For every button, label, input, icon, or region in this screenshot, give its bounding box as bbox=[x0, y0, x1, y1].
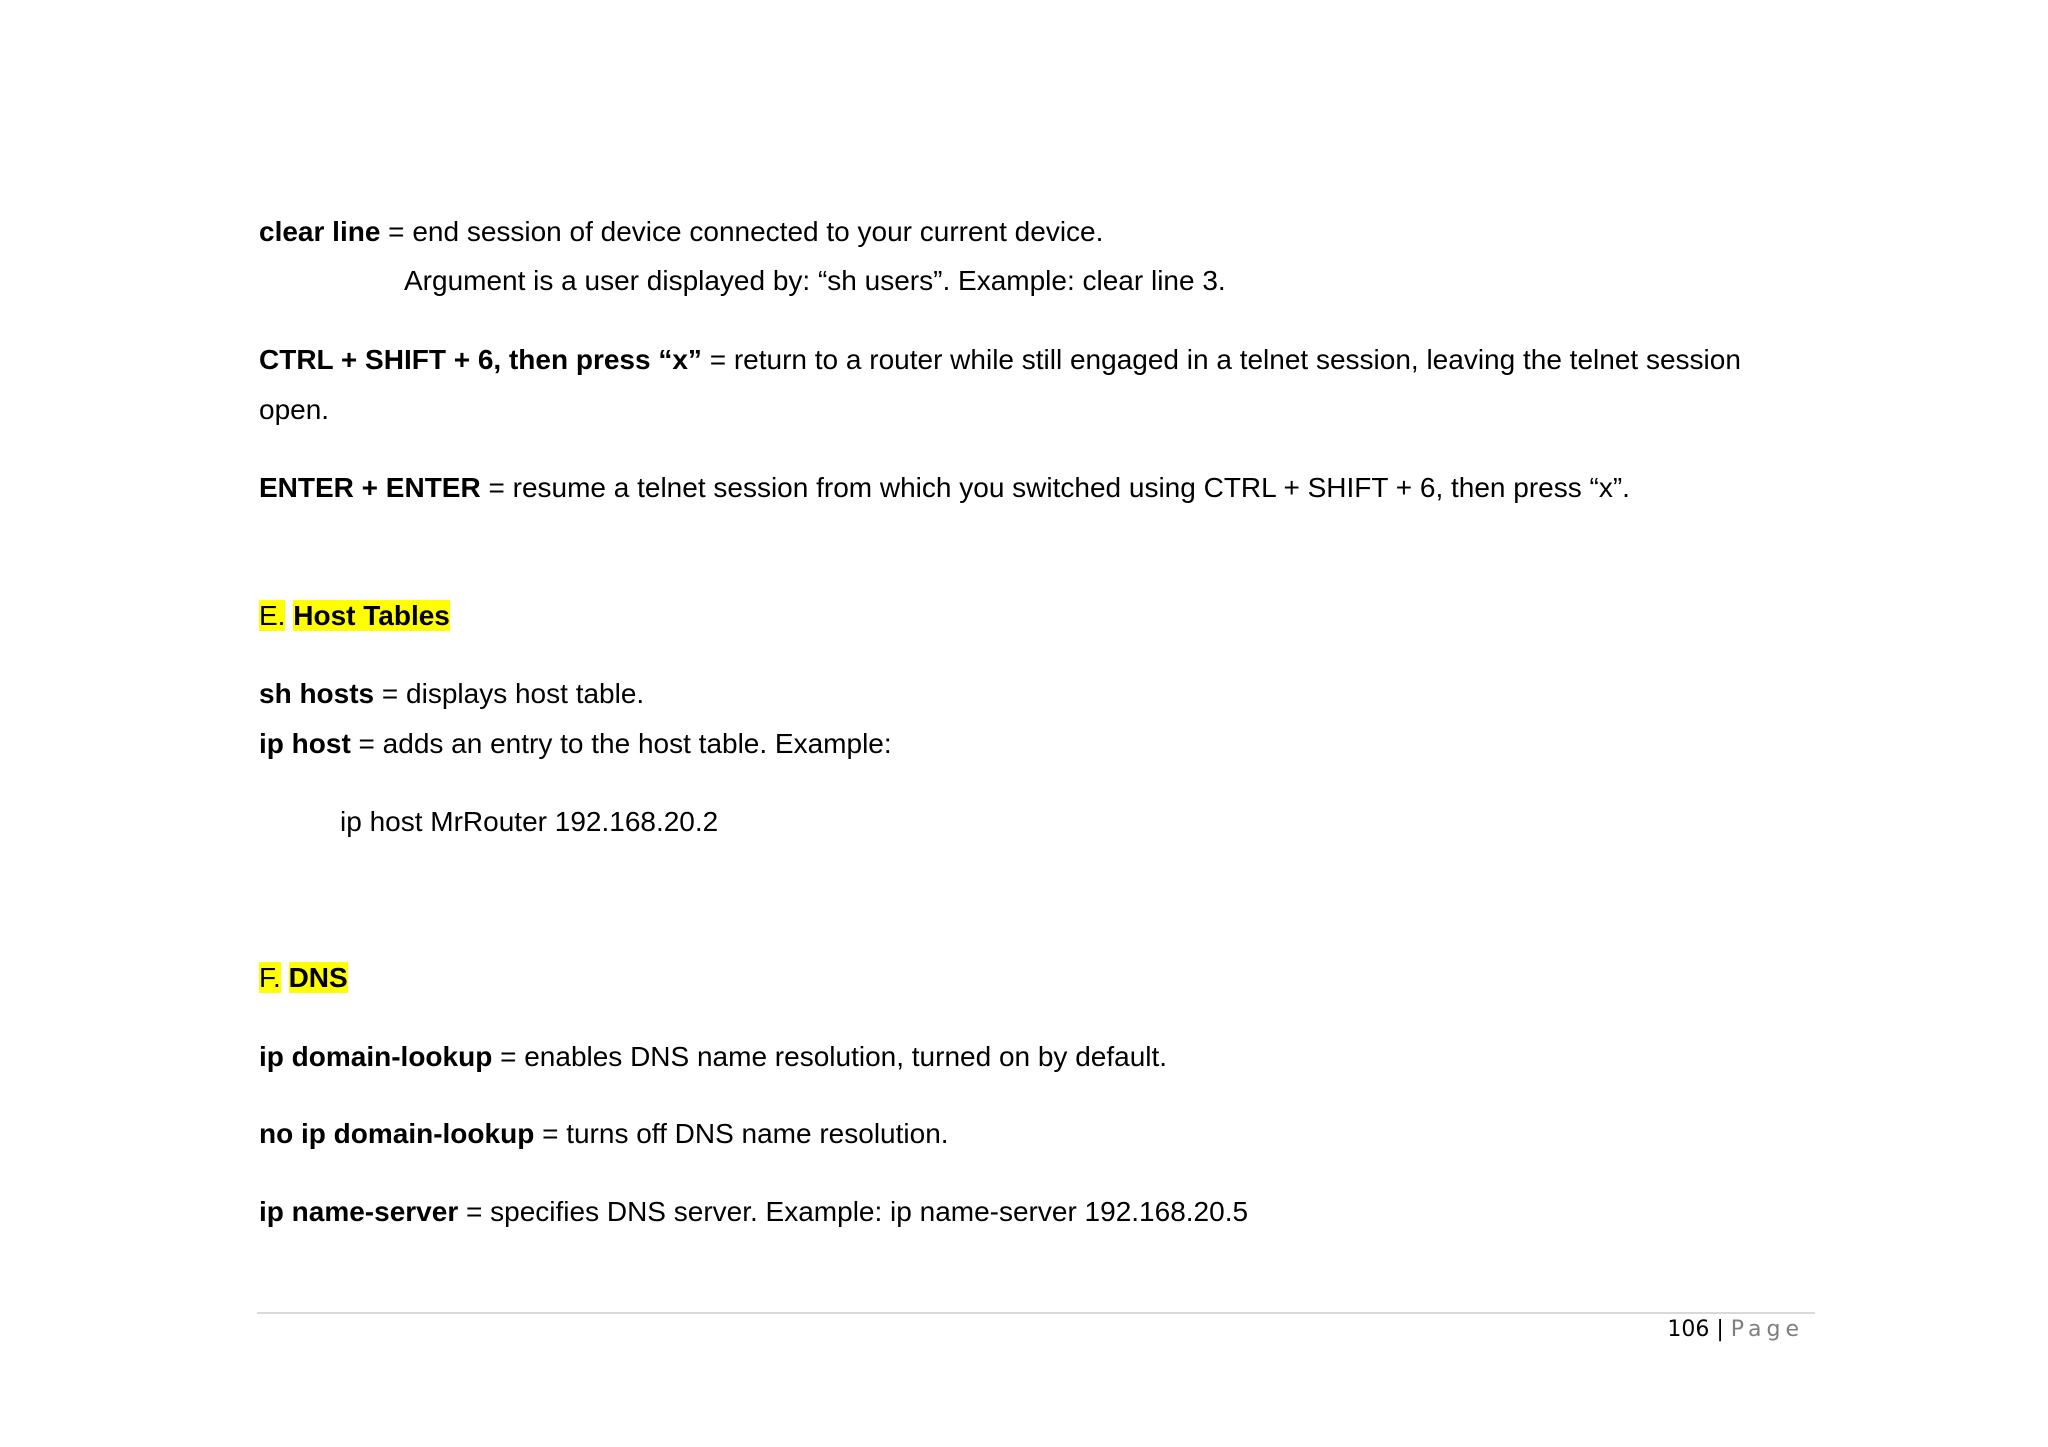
command-term: sh hosts bbox=[259, 678, 375, 709]
section-heading-host-tables bbox=[259, 599, 450, 633]
page-number: 106 bbox=[1667, 1317, 1710, 1342]
command-description: = turns off DNS name resolution. bbox=[534, 1118, 949, 1149]
command-term: ip name-server bbox=[259, 1196, 459, 1227]
command-term: clear line bbox=[259, 216, 381, 247]
clear-line-argument-note: Argument is a user displayed by: “sh users”. Example: clear line 3. bbox=[404, 265, 1226, 296]
section-title: Host Tables bbox=[293, 600, 450, 631]
ip-host-example: ip host MrRouter 192.168.20.2 bbox=[340, 806, 719, 837]
ip-host-entry bbox=[259, 727, 892, 761]
section-letter: F. bbox=[259, 962, 281, 993]
page-footer bbox=[1667, 1314, 1804, 1346]
ctrl-shift-6-continuation: open. bbox=[259, 394, 330, 425]
command-term: ip host bbox=[259, 728, 351, 759]
command-description: = enables DNS name resolution, turned on by default. bbox=[492, 1041, 1168, 1072]
footer-separator: | bbox=[1709, 1317, 1731, 1342]
command-term: no ip domain-lookup bbox=[259, 1118, 535, 1149]
command-term: ip domain-lookup bbox=[259, 1041, 493, 1072]
section-heading-dns bbox=[259, 961, 348, 995]
ctrl-shift-6-entry bbox=[259, 343, 1741, 377]
section-letter: E. bbox=[259, 600, 286, 631]
command-description: = displays host table. bbox=[374, 678, 645, 709]
sh-hosts-entry bbox=[259, 677, 644, 711]
command-term: ENTER + ENTER bbox=[259, 472, 481, 503]
command-description: = resume a telnet session from which you switched using CTRL + SHIFT + 6, then press “x”. bbox=[480, 472, 1630, 503]
enter-enter-entry bbox=[259, 471, 1630, 505]
footer-divider bbox=[257, 1312, 1815, 1314]
command-description: = adds an entry to the host table. Example: bbox=[350, 728, 892, 759]
clear-line-entry bbox=[259, 215, 1103, 249]
command-description: = return to a router while still engaged in a telnet session, leaving the telnet session bbox=[701, 344, 1741, 375]
ip-domain-lookup-entry bbox=[259, 1040, 1167, 1074]
command-term: CTRL + SHIFT + 6, then press “x” bbox=[259, 344, 702, 375]
page-label: Page bbox=[1730, 1317, 1804, 1342]
no-ip-domain-lookup-entry bbox=[259, 1117, 949, 1151]
section-title: DNS bbox=[288, 962, 348, 993]
command-description: = end session of device connected to your current device. bbox=[380, 216, 1104, 247]
ip-name-server-entry bbox=[259, 1195, 1248, 1229]
command-description: = specifies DNS server. Example: ip name-server 192.168.20.5 bbox=[458, 1196, 1249, 1227]
